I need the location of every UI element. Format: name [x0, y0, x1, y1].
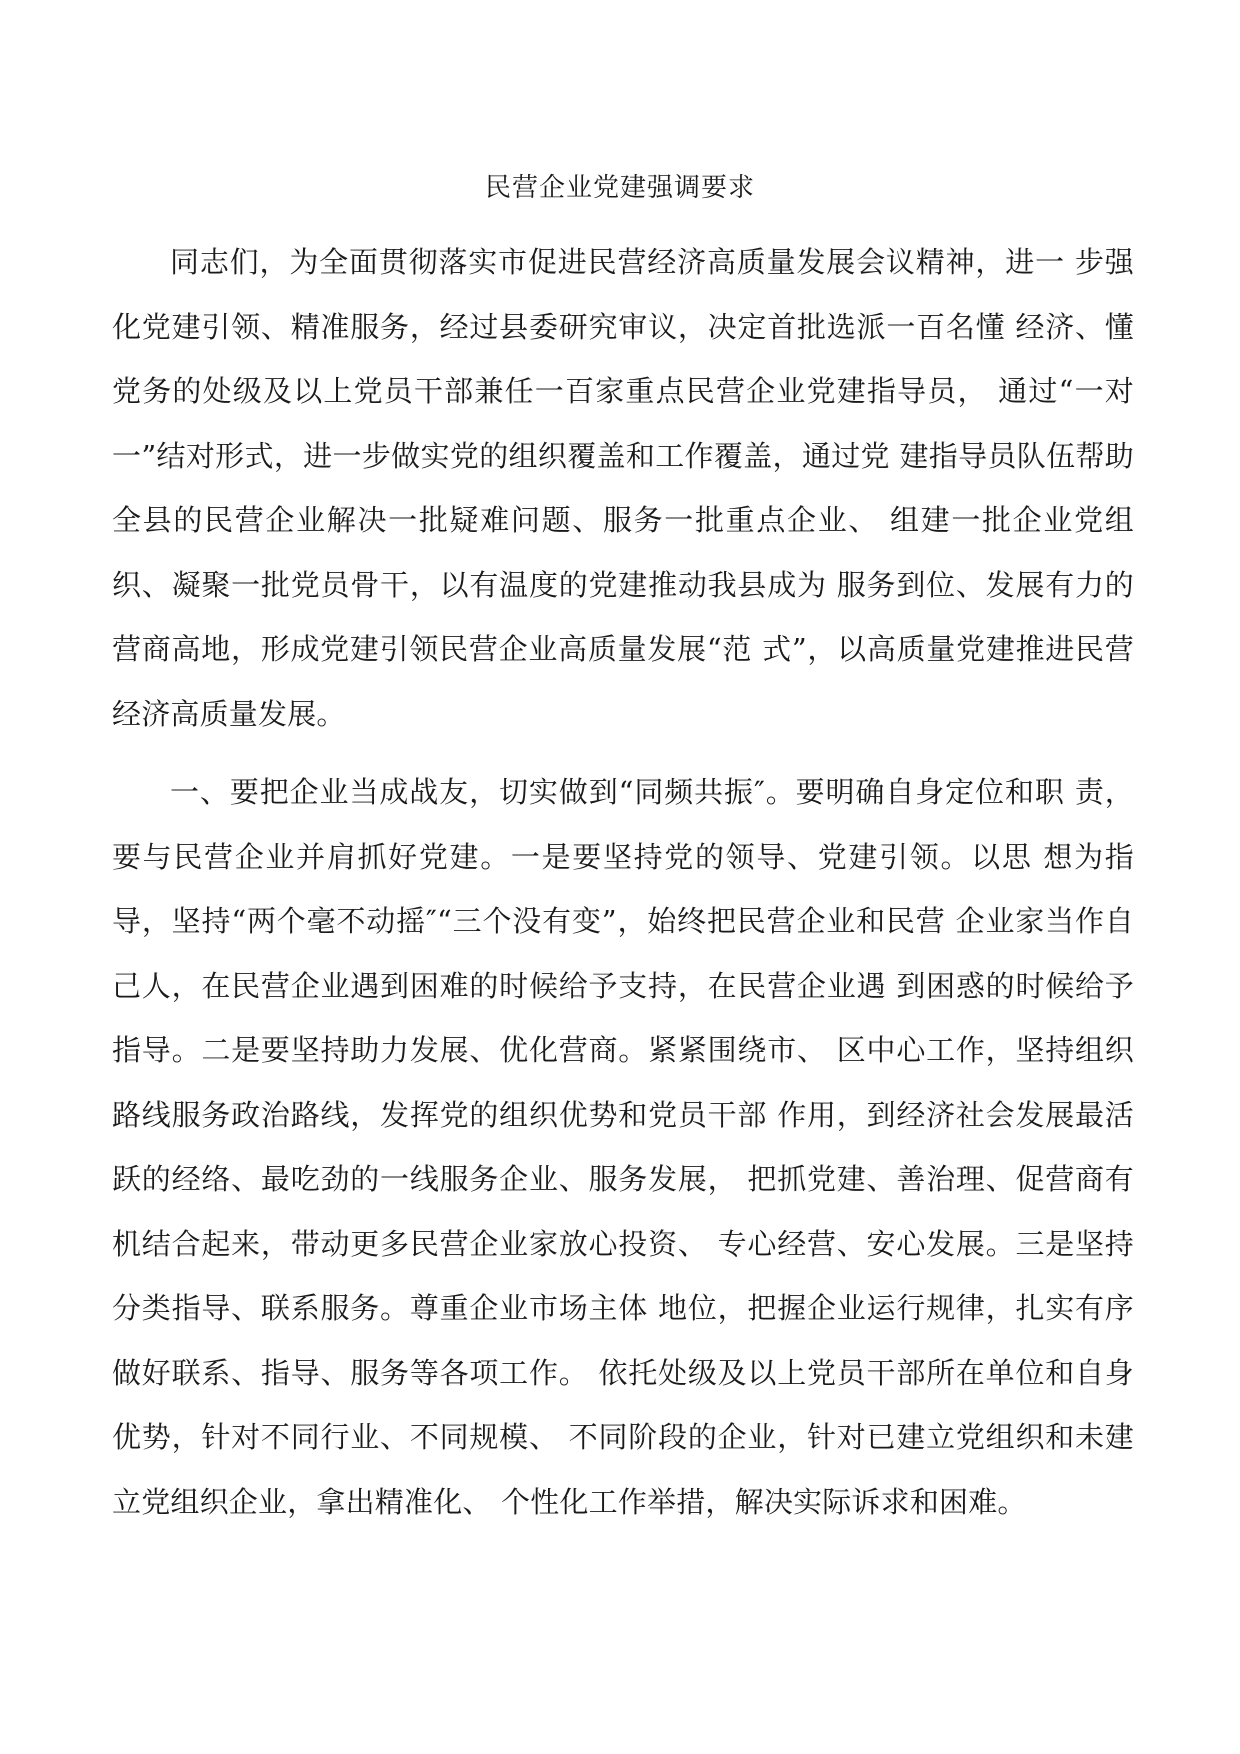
- document-title: 民营企业党建强调要求: [484, 173, 755, 203]
- paragraph-intro: 同志们，为全面贯彻落实市促进民营经济高质量发展会议精神，进一 步强化党建引领、精准服务，经过县委研究审议，决定首批选派一百名懂 经济、懂党务的处级及以上党员干部兼任一百家重点民营企业党建指导员， 通过“一对一”结对形式，进一步做实党的组织覆盖和工作覆盖，通过党 建指导员队伍帮助全县的民营企业解决一批疑难问题、服务一批重点企业、 组建一批企业党组织、凝聚一批党员骨干，以有温度的党建推动我县成为 服务到位、发展有力的营商高地，形成党建引领民营企业高质量发展“范 式”，以高质量党建推进民营经济高质量发展。: [112, 245, 1134, 731]
- paragraph-section-one: 一、要把企业当成战友，切实做到“同频共振″。要明确自身定位和职 责，要与民营企业并肩抓好党建。一是要坚持党的领导、党建引领。以思 想为指导，坚持“两个毫不动摇″“三个没有变”，始终把民营企业和民营 企业家当作自己人，在民营企业遇到困难的时候给予支持，在民营企业遇 到困惑的时候给予指导。二是要坚持助力发展、优化营商。紧紧围绕市、 区中心工作，坚持组织路线服务政治路线，发挥党的组织优势和党员干部 作用，到经济社会发展最活跃的经络、最吃劲的一线服务企业、服务发展， 把抓党建、善治理、促营商有机结合起来，带动更多民营企业家放心投资、 专心经营、安心发展。三是坚持分类指导、联系服务。尊重企业市场主体 地位，把握企业运行规律，扎实有序做好联系、指导、服务等各项工作。 依托处级及以上党员干部所在单位和自身优势，针对不同行业、不同规模、 不同阶段的企业，针对已建立党组织和未建立党组织企业，拿出精准化、 个性化工作举措，解决实际诉求和困难。: [112, 775, 1134, 1519]
